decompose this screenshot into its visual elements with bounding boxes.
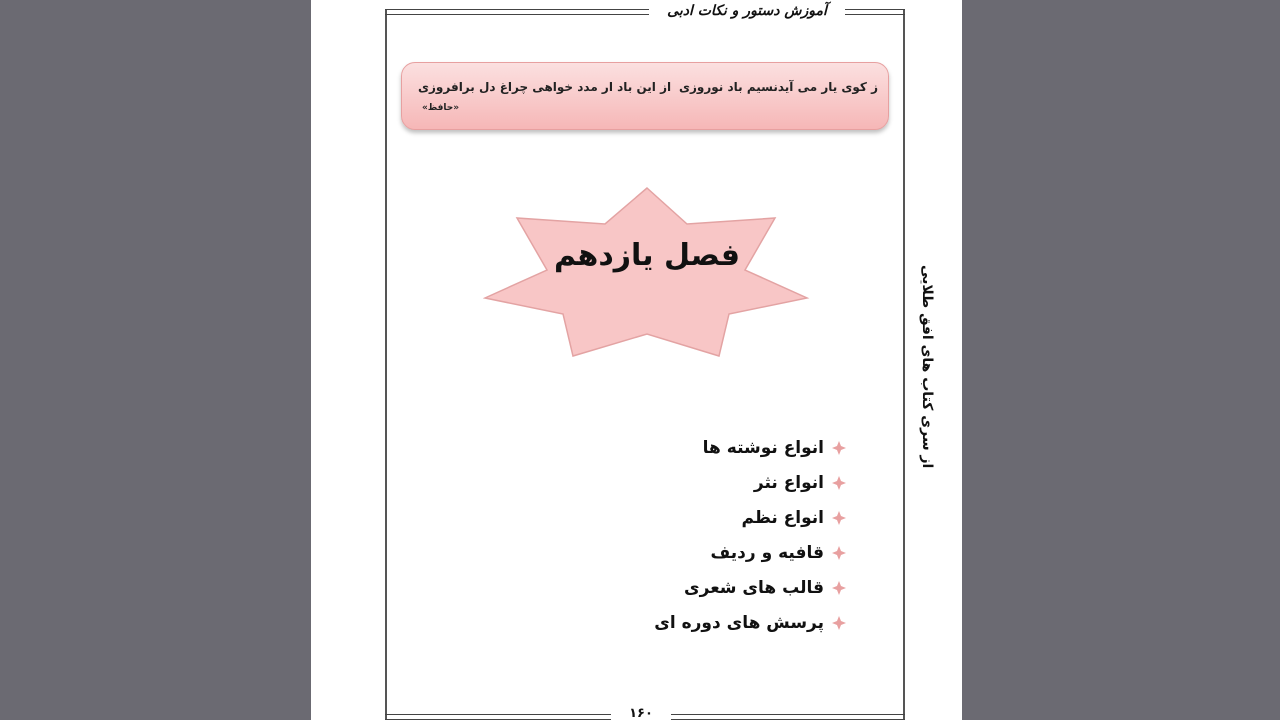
topics-list xyxy=(546,430,846,640)
list-item xyxy=(546,535,846,570)
topic-label: انواع نثر xyxy=(753,472,824,493)
topic-label: انواع نظم xyxy=(741,507,824,528)
document-page xyxy=(311,0,962,720)
poem-verse-2: از این باد ار مدد خواهی چراغ دل برافروزی xyxy=(418,80,672,94)
header-title: آموزش دستور و نکات ادبی xyxy=(667,3,827,19)
footer-rule-right xyxy=(671,714,905,720)
poem-poet: «حافظ» xyxy=(422,103,460,113)
chapter-title: فصل یازدهم xyxy=(554,238,740,273)
diamond-bullet-icon xyxy=(832,616,846,630)
header-rule-left xyxy=(385,9,649,15)
diamond-bullet-icon xyxy=(832,476,846,490)
list-item xyxy=(546,430,846,465)
list-item xyxy=(546,570,846,605)
footer-rule-left xyxy=(385,714,611,720)
topic-label: پرسش های دوره ای xyxy=(654,612,824,633)
list-item xyxy=(546,500,846,535)
list-item xyxy=(546,605,846,640)
list-item xyxy=(546,465,846,500)
diamond-bullet-icon xyxy=(832,441,846,455)
poem-verse-1: ز کوی یار می آیدنسیم باد نوروزی xyxy=(678,80,878,94)
topic-label: انواع نوشته ها xyxy=(702,437,824,458)
diamond-bullet-icon xyxy=(832,546,846,560)
diamond-bullet-icon xyxy=(832,511,846,525)
diamond-bullet-icon xyxy=(832,581,846,595)
topic-label: قافیه و ردیف xyxy=(710,542,824,563)
poem-box xyxy=(401,62,889,130)
page-number: ۱۶۰ xyxy=(629,706,653,720)
topic-label: قالب های شعری xyxy=(684,577,824,598)
header-rule-right xyxy=(845,9,905,15)
series-side-text: از سری کتاب های افق طلایی xyxy=(919,265,935,469)
